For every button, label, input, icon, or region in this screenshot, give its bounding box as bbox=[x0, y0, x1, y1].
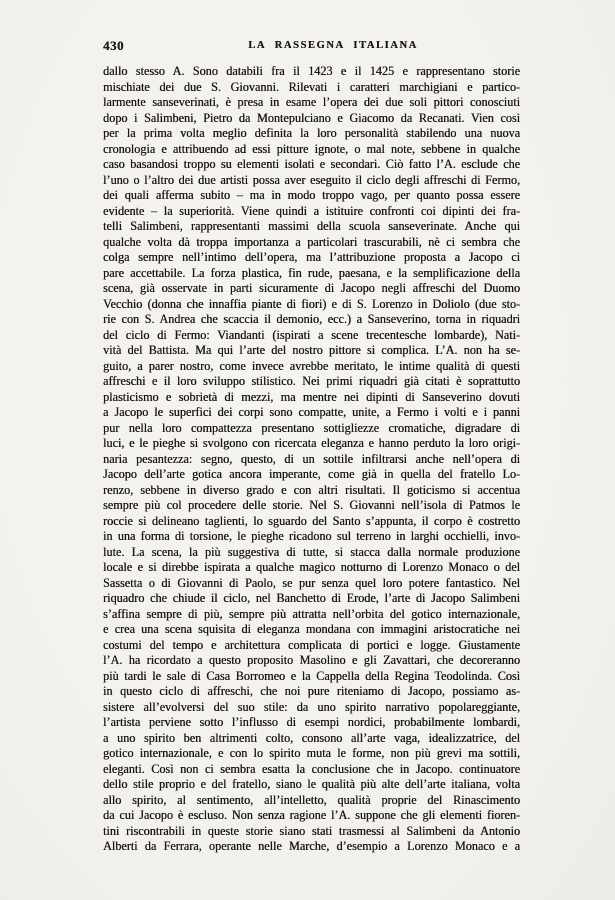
text-line: l’A. ha ricordato a questo proposito Masolino e gli Zavattari, che decoreranno bbox=[103, 653, 520, 667]
text-line: da cui Jacopo è escluso. Non senza ragione l’A. suppone che gli elementi fioren- bbox=[103, 808, 520, 822]
text-line: del ciclo di Fermo: Viandanti (ispirati a scene trecentesche lombarde), Nati- bbox=[103, 327, 520, 342]
text-line: l’artista perviene sotto l’influsso di esempi nordici, probabilmente lombardi, bbox=[103, 715, 520, 729]
text-line: e crea una scena squisita di eleganza mondana con immagini aristocratiche nei bbox=[103, 622, 520, 636]
text-line: allo spirito, al sentimento, all’intelletto, qualità proprie del Rinascimento bbox=[103, 792, 520, 807]
text-line: caso basandosi troppo su elementi isolati e secondari. Ciò fatto l’A. esclude che bbox=[103, 157, 520, 171]
text-line: dopo i Salimbeni, Pietro da Montepulciano e Giacomo da Recanati. Vien così bbox=[103, 110, 520, 125]
text-line: Sassetta o di Giovanni di Paolo, se pur senza quel loro potere fantastico. Nel bbox=[103, 575, 520, 590]
text-line: colga sempre nell’intimo dell’opera, ma l’attribuzione proposta a Jacopo ci bbox=[103, 250, 520, 264]
body-text bbox=[103, 64, 520, 855]
text-line: vità del Battista. Ma qui l’arte del nostro pittore si complica. L’A. non ha se- bbox=[103, 343, 520, 357]
text-line: dello stile proprio e del fratello, siano le qualità più alte dell’arte italiana, volta bbox=[103, 777, 520, 791]
text-line: sistere all’evolversi del suo stile: da uno spirito narrativo popolareggiante, bbox=[103, 699, 520, 714]
text-line: s’affina sempre di più, sempre più attratta nell’orbita del gotico internazionale, bbox=[103, 606, 520, 621]
text-line: a uno spirito ben altrimenti colto, consono all’arte vaga, idealizzatrice, del bbox=[103, 730, 520, 745]
text-line: qualche volta dà troppa importanza a particolari trascurabili, nè ci sembra che bbox=[103, 234, 520, 249]
text-line: scena, già osservate in parti sicuramente di Jacopo negli affreschi del Duomo bbox=[103, 281, 520, 295]
text-line: dallo stesso A. Sono databili fra il 1423 e il 1425 e rappresentano storie bbox=[103, 64, 520, 78]
text-line: riquadro che chiude il ciclo, nel Banchetto di Erode, l’arte di Jacopo Salimbeni bbox=[103, 591, 520, 605]
text-line: renzo, sebbene in diverso grado e con altri risultati. Il goticismo si accentua bbox=[103, 482, 520, 497]
text-line: Vecchio (donna che innaffia piante di fiori) e di S. Lorenzo in Doliolo (due sto- bbox=[103, 296, 520, 311]
text-line: pur nella loro compattezza presentano sottigliezze cromatiche, digradare di bbox=[103, 420, 520, 435]
text-line: telli Salimbeni, rappresentanti massimi della scuola sanseverinate. Anche qui bbox=[103, 219, 520, 233]
text-line: rie con S. Andrea che scaccia il demonio, ecc.) a Sanseverino, torna in riquadri bbox=[103, 312, 520, 326]
text-line: luci, e le pieghe si svolgono con ricercata eleganza e hanno perduto la loro origi- bbox=[103, 436, 520, 450]
text-line: pare accettabile. La forza plastica, fin rude, paesana, e la semplificazione della bbox=[103, 265, 520, 280]
text-line: naria pesantezza: segno, questo, di un sottile infiltrarsi anche nell’opera di bbox=[103, 451, 520, 466]
running-title: LA RASSEGNA ITALIANA bbox=[248, 40, 418, 51]
text-line: evidente – la superiorità. Viene quindi a istituire confronti coi dipinti dei fra- bbox=[103, 203, 520, 218]
text-line: l’uno o l’altro dei due artisti possa aver eseguito il ciclo degli affreschi di Fermo, bbox=[103, 172, 520, 187]
text-line: Alberti da Ferrara, operante nelle Marche, d’esempio a Lorenzo Monaco e a bbox=[103, 839, 520, 853]
text-line: gotico internazionale, e con lo spirito muta le forme, non più grevi ma sottili, bbox=[103, 746, 520, 760]
text-line: in questo ciclo di affreschi, che noi pure riteniamo di Jacopo, possiamo as- bbox=[103, 684, 520, 698]
text-line: eleganti. Così non ci sembra esatta la conclusione che in Jacopo. continuatore bbox=[103, 761, 520, 776]
text-line: cronologia e attribuendo ad essi pitture ignote, o mal note, sebbene in qualche bbox=[103, 141, 520, 156]
text-line: per la prima volta meglio definita la loro personalità stabilendo una nuova bbox=[103, 126, 520, 140]
text-line: tini riscontrabili in queste storie siano stati trasmessi al Salimbeni da Antonio bbox=[103, 823, 520, 838]
text-line: dei quali afferma subito – ma in modo troppo vago, per quanto possa essere bbox=[103, 188, 520, 202]
text-line: guito, a parer nostro, come invece avrebbe meritato, le intime qualità di questi bbox=[103, 358, 520, 373]
text-line: mischiate dei due S. Giovanni. Rilevati i caratteri marchigiani e partico- bbox=[103, 79, 520, 94]
text-line: locale e si direbbe ispirata a qualche magico notturno di Lorenzo Monaco o del bbox=[103, 560, 520, 574]
text-line: larmente sanseverinati, è presa in esame l’opera dei due soli pittori conosciuti bbox=[103, 95, 520, 109]
text-line: in una forma di torsione, le pieghe ricadono sul terreno in larghi occhielli, invo- bbox=[103, 529, 520, 543]
text-line: affreschi e il loro sviluppo stilistico. Nei primi riquadri già citati è soprattutto bbox=[103, 374, 520, 388]
page-number: 430 bbox=[103, 38, 124, 53]
text-line: Jacopo dell’arte gotica ancora imperante, come già in quella del fratello Lo- bbox=[103, 467, 520, 481]
text-line: plasticismo e sobrietà di mezzi, ma mentre nei dipinti di Sanseverino dovuti bbox=[103, 389, 520, 404]
text-line: costumi del tempo e architettura complicata di portici e logge. Giustamente bbox=[103, 637, 520, 652]
text-line: roccie si delineano taglienti, lo sguardo del Santo s’appunta, il corpo è costretto bbox=[103, 513, 520, 528]
text-line: lute. La scena, la più suggestiva di tutte, si stacca dalla normale produzione bbox=[103, 544, 520, 559]
text-line: a Jacopo le superfici dei corpi sono compatte, unite, a Fermo i volti e i panni bbox=[103, 405, 520, 419]
text-line: sempre più col procedere delle storie. Nel S. Giovanni nell’isola di Patmos le bbox=[103, 498, 520, 512]
text-line: più tardi le sale di Casa Borromeo e la Cappella della Regina Teodolinda. Così bbox=[103, 668, 520, 683]
